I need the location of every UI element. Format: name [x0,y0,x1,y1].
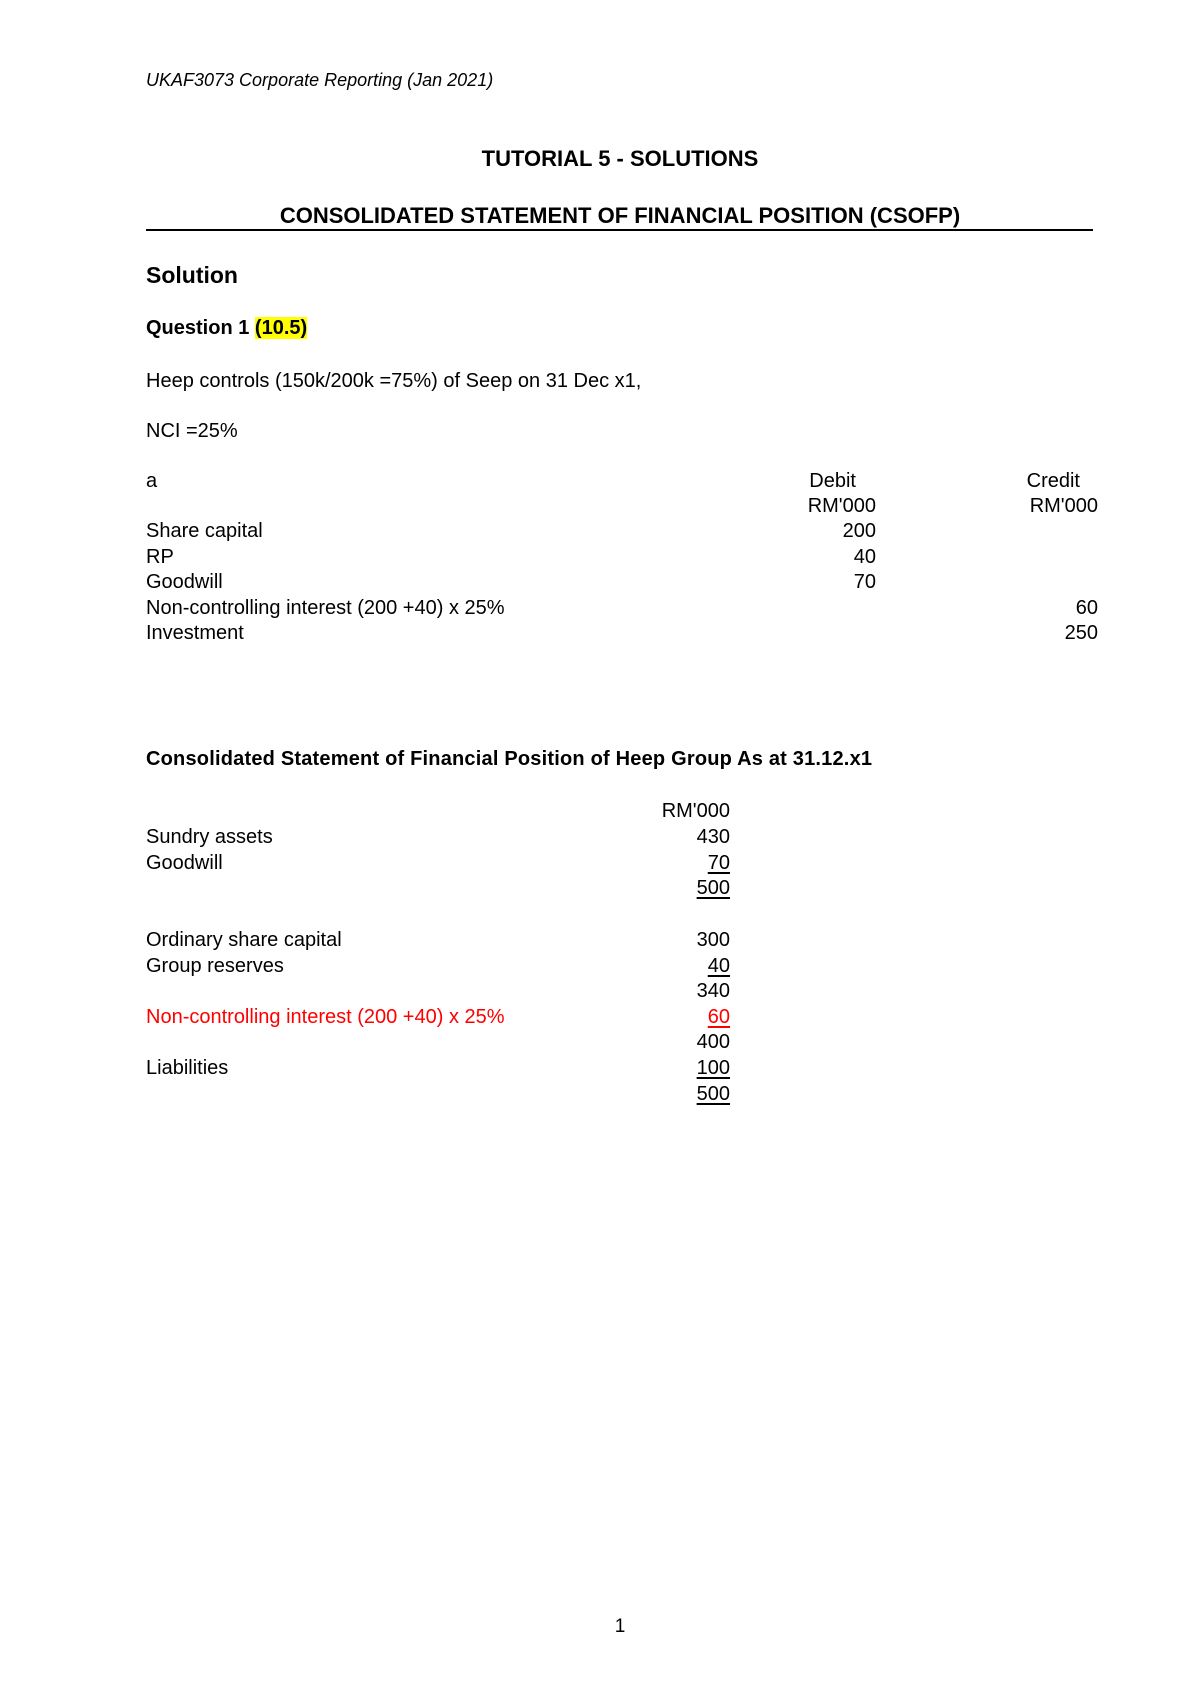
credit-header: Credit [1026,470,1080,492]
debit-header: Debit [809,470,856,492]
csofp-row-value [146,1006,730,1029]
csofp-value-underlined: 40 [707,955,730,977]
csofp-row [146,955,1046,981]
journal-debit-value: 40 [853,546,876,568]
journal-credit-value: 60 [1075,597,1098,619]
nci-line: NCI =25% [146,420,238,442]
journal-header-row [146,470,1080,496]
running-header: UKAF3073 Corporate Reporting (Jan 2021) [146,70,494,90]
journal-credit-value: 250 [1064,622,1098,644]
csofp-row-label: Non-controlling interest (200 +40) x 25% [146,1006,505,1028]
title-rule [146,229,1093,231]
journal-debit-value: 200 [842,520,876,542]
journal-row-label: Goodwill [146,571,223,593]
journal-row [146,520,1046,546]
page-title: TUTORIAL 5 - SOLUTIONS [481,146,759,171]
csofp-subtotal-row [146,1031,1046,1057]
journal-row [146,546,1046,572]
csofp-unit-row [146,800,1046,826]
page-number: 1 [614,1616,626,1637]
csofp-value-underlined: 100 [696,1057,730,1079]
journal-row-label: RP [146,546,174,568]
csofp-row-label: Group reserves [146,955,284,977]
csofp-row [146,1057,1046,1083]
csofp-row-label: Ordinary share capital [146,929,342,951]
journal-debit-value: 70 [853,571,876,593]
question-label: Question 1 [146,317,250,339]
csofp-row-value: 430 [696,826,730,848]
csofp-row-value: 400 [696,1031,730,1053]
question-heading [146,317,307,340]
csofp-row-value [146,877,730,900]
csofp-value-underlined: 500 [696,1083,730,1105]
csofp-subtotal-row [146,980,1046,1006]
csofp-row-value [146,1083,730,1106]
intro-line: Heep controls (150k/200k =75%) of Seep on 31 Dec x1, [146,370,642,392]
csofp-row-highlighted [146,1006,1046,1032]
csofp-row-value [146,1057,730,1080]
question-marks-highlight: (10.5) [254,317,308,339]
credit-unit: RM'000 [1029,495,1098,517]
page-subtitle: CONSOLIDATED STATEMENT OF FINANCIAL POSITION (CSOFP) [279,203,961,228]
journal-label: a [146,470,158,492]
csofp-row-value [146,852,730,875]
journal-row-label: Non-controlling interest (200 +40) x 25% [146,597,505,619]
csofp-value-underlined: 500 [696,877,730,899]
csofp-unit: RM'000 [661,800,730,822]
journal-row-label: Share capital [146,520,263,542]
csofp-row-value: 300 [696,929,730,951]
journal-row [146,622,1098,648]
journal-row-label: Investment [146,622,244,644]
csofp-total-row [146,1083,1046,1109]
csofp-value-underlined: 70 [707,852,730,874]
csofp-subtotal-row [146,877,1046,903]
csofp-row-label: Sundry assets [146,826,273,848]
csofp-row [146,852,1046,878]
csofp-row-label: Liabilities [146,1057,229,1079]
csofp-row-value: 340 [696,980,730,1002]
csofp-row-label: Goodwill [146,852,223,874]
journal-row [146,597,1098,623]
csofp-title: Consolidated Statement of Financial Position of Heep Group As at 31.12.x1 [146,748,873,770]
csofp-value-underlined: 60 [707,1006,730,1028]
solution-heading: Solution [146,262,238,288]
journal-unit-row [146,495,1098,521]
csofp-row [146,826,1046,852]
journal-row [146,571,1046,597]
csofp-row-value [146,955,730,978]
debit-unit: RM'000 [807,495,876,517]
csofp-row [146,929,1046,955]
